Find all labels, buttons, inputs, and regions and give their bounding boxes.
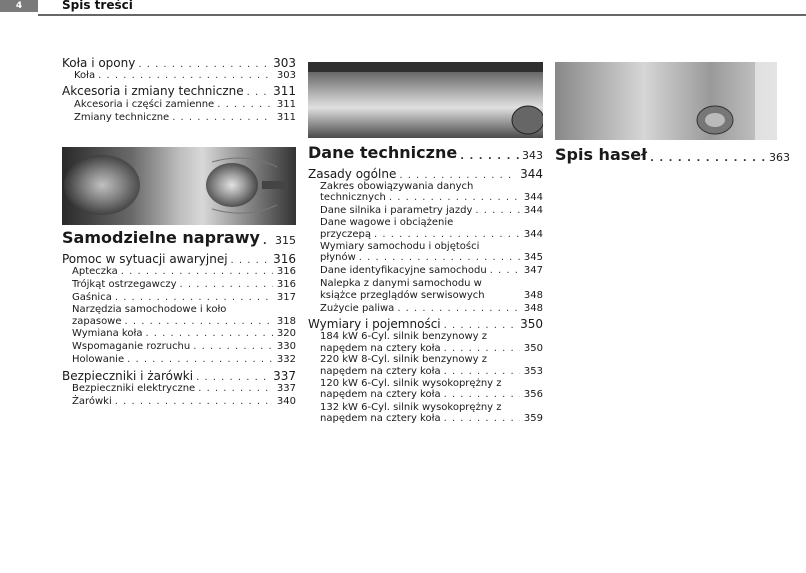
toc-page: 337 (273, 369, 296, 383)
dot-leader (138, 59, 270, 70)
toc-label: przyczepą (320, 229, 372, 240)
toc-label-line1: Dane wagowe i obciążenie (320, 217, 454, 228)
toc-label: Akcesoria i zmiany techniczne (62, 84, 244, 98)
toc-label: płynów (320, 252, 356, 263)
toc-label: napędem na cztery koła (320, 389, 441, 400)
toc-label: książce przeglądów serwisowych (320, 290, 485, 301)
dot-leader (359, 252, 520, 263)
dot-leader (98, 70, 273, 81)
dot-leader (650, 153, 766, 164)
toc-label: Trójkąt ostrzegawczy (72, 279, 177, 290)
toc-page: 311 (276, 99, 296, 110)
toc-page: 330 (276, 341, 296, 352)
toc-entry[interactable] (62, 252, 296, 266)
toc-entry[interactable] (320, 413, 543, 424)
toc-page: 316 (273, 252, 296, 266)
section-photo-road (308, 62, 543, 138)
page-header (0, 0, 806, 14)
dot-leader (444, 343, 520, 354)
toc-page: 348 (523, 303, 543, 314)
section-page: 343 (522, 149, 543, 162)
toc-entry[interactable] (320, 265, 543, 276)
toc-label: Bezpieczniki i żarówki (62, 369, 194, 383)
section-page: 315 (275, 234, 296, 247)
toc-page: 311 (273, 84, 296, 98)
dot-leader (198, 383, 273, 394)
toc-label: technicznych (320, 192, 386, 203)
toc-entry[interactable] (72, 383, 296, 394)
toc-page: 303 (276, 70, 296, 81)
dot-leader (444, 389, 520, 400)
toc-label: Gaśnica (72, 292, 112, 303)
page-title: Spis treści (62, 0, 133, 12)
toc-entry[interactable] (62, 369, 296, 383)
toc-entry[interactable] (72, 266, 296, 277)
toc-label: Żarówki (72, 396, 112, 407)
toc-label: Zmiany techniczne (74, 112, 170, 123)
toc-entry[interactable] (320, 252, 543, 263)
toc-page: 347 (523, 265, 543, 276)
toc-label: Wymiana koła (72, 328, 143, 339)
toc-entry[interactable] (320, 343, 543, 354)
toc-label-line1: 184 kW 6-Cyl. silnik benzynowy z (320, 331, 487, 342)
toc-label: zapasowe (72, 316, 122, 327)
toc-label-line1: Wymiary samochodu i objętości (320, 241, 480, 252)
section-page: 363 (769, 151, 790, 164)
toc-entry[interactable] (320, 192, 543, 203)
dot-leader (444, 366, 520, 377)
toc-page: 353 (523, 366, 543, 377)
toc-entry[interactable] (320, 366, 543, 377)
toc-label: Wspomaganie rozruchu (72, 341, 191, 352)
section-label: Spis haseł (555, 145, 648, 164)
toc-entry[interactable] (72, 292, 296, 303)
toc-label: Dane identyfikacyjne samochodu (320, 265, 487, 276)
toc-entry[interactable] (72, 328, 296, 339)
dot-leader (115, 292, 273, 303)
section-label: Samodzielne naprawy (62, 228, 260, 247)
toc-entry[interactable] (62, 56, 296, 70)
toc-entry[interactable] (74, 112, 296, 123)
toc-page: 345 (523, 252, 543, 263)
section-photo-bulbs (62, 147, 296, 225)
toc-section[interactable] (555, 145, 790, 164)
toc-page: 303 (273, 56, 296, 70)
toc-entry[interactable] (72, 354, 296, 365)
toc-entry[interactable] (320, 290, 543, 301)
dot-leader (444, 320, 517, 331)
toc-page: 340 (276, 396, 296, 407)
toc-page: 344 (523, 192, 543, 203)
toc-label-line1: Nalepka z danymi samochodu w (320, 278, 482, 289)
dot-leader (475, 205, 520, 216)
toc-label: Wymiary i pojemności (308, 317, 441, 331)
page-number: 4 (0, 0, 38, 12)
toc-page: 359 (523, 413, 543, 424)
toc-entry[interactable] (62, 84, 296, 98)
toc-label-line1: 132 kW 6-Cyl. silnik wysokoprężny z (320, 402, 502, 413)
toc-section[interactable] (308, 143, 543, 162)
dot-leader (444, 413, 520, 424)
toc-label: Zużycie paliwa (320, 303, 395, 314)
toc-label-line1: 220 kW 8-Cyl. silnik benzynowy z (320, 354, 487, 365)
toc-page: 350 (523, 343, 543, 354)
toc-label: Pomoc w sytuacji awaryjnej (62, 252, 228, 266)
toc-entry[interactable] (320, 389, 543, 400)
toc-entry[interactable] (320, 303, 543, 314)
dot-leader (180, 279, 273, 290)
toc-page: 332 (276, 354, 296, 365)
toc-entry[interactable] (320, 229, 543, 240)
section-label: Dane techniczne (308, 143, 458, 162)
toc-label: Holowanie (72, 354, 125, 365)
toc-label-line1: Narzędzia samochodowe i koło (72, 304, 227, 315)
road-image (308, 62, 543, 138)
dot-leader (231, 255, 271, 266)
toc-entry[interactable] (308, 317, 543, 331)
dot-leader (247, 87, 270, 98)
toc-page: 316 (276, 266, 296, 277)
dot-leader (389, 192, 520, 203)
toc-page: 311 (276, 112, 296, 123)
toc-label: Bezpieczniki elektryczne (72, 383, 196, 394)
toc-entry[interactable] (72, 341, 296, 352)
dot-leader (217, 99, 273, 110)
toc-label: napędem na cztery koła (320, 366, 441, 377)
toc-page: 316 (276, 279, 296, 290)
dot-leader (193, 341, 273, 352)
toc-label: Akcesoria i części zamienne (74, 99, 215, 110)
toc-label-line1: Zakres obowiązywania danych (320, 181, 474, 192)
toc-page: 318 (276, 316, 296, 327)
dot-leader (460, 151, 519, 162)
toc-section[interactable] (62, 228, 296, 247)
toc-entry[interactable] (72, 279, 296, 290)
toc-entry[interactable] (72, 396, 296, 407)
toc-page: 344 (523, 229, 543, 240)
dot-leader (115, 396, 273, 407)
header-rule (38, 14, 806, 16)
toc-entry[interactable] (308, 167, 543, 181)
index-image (555, 62, 777, 140)
toc-entry[interactable] (74, 99, 296, 110)
bulbs-image (62, 147, 296, 225)
dot-leader (397, 303, 520, 314)
toc-label: Koła i opony (62, 56, 136, 70)
toc-entry[interactable] (74, 70, 296, 81)
toc-entry[interactable] (72, 316, 296, 327)
toc-label: Koła (74, 70, 96, 81)
dot-leader (145, 328, 273, 339)
section-photo-index (555, 62, 777, 140)
toc-label: Dane silnika i parametry jazdy (320, 205, 473, 216)
toc-page: 317 (276, 292, 296, 303)
dot-leader (374, 229, 520, 240)
toc-page: 344 (520, 167, 543, 181)
toc-page: 344 (523, 205, 543, 216)
dot-leader (263, 236, 272, 247)
toc-page: 348 (523, 290, 543, 301)
dot-leader (127, 354, 273, 365)
dot-leader (490, 265, 520, 276)
toc-page: 356 (523, 389, 543, 400)
toc-label: Zasady ogólne (308, 167, 397, 181)
toc-entry[interactable] (320, 205, 543, 216)
dot-leader (196, 372, 270, 383)
dot-leader (399, 170, 517, 181)
dot-leader (125, 316, 273, 327)
toc-page: 350 (520, 317, 543, 331)
dot-leader (121, 266, 273, 277)
toc-label: napędem na cztery koła (320, 413, 441, 424)
toc-page: 320 (276, 328, 296, 339)
toc-label: napędem na cztery koła (320, 343, 441, 354)
toc-label: Apteczka (72, 266, 118, 277)
toc-page: 337 (276, 383, 296, 394)
dot-leader (172, 112, 273, 123)
toc-label-line1: 120 kW 6-Cyl. silnik wysokoprężny z (320, 378, 502, 389)
